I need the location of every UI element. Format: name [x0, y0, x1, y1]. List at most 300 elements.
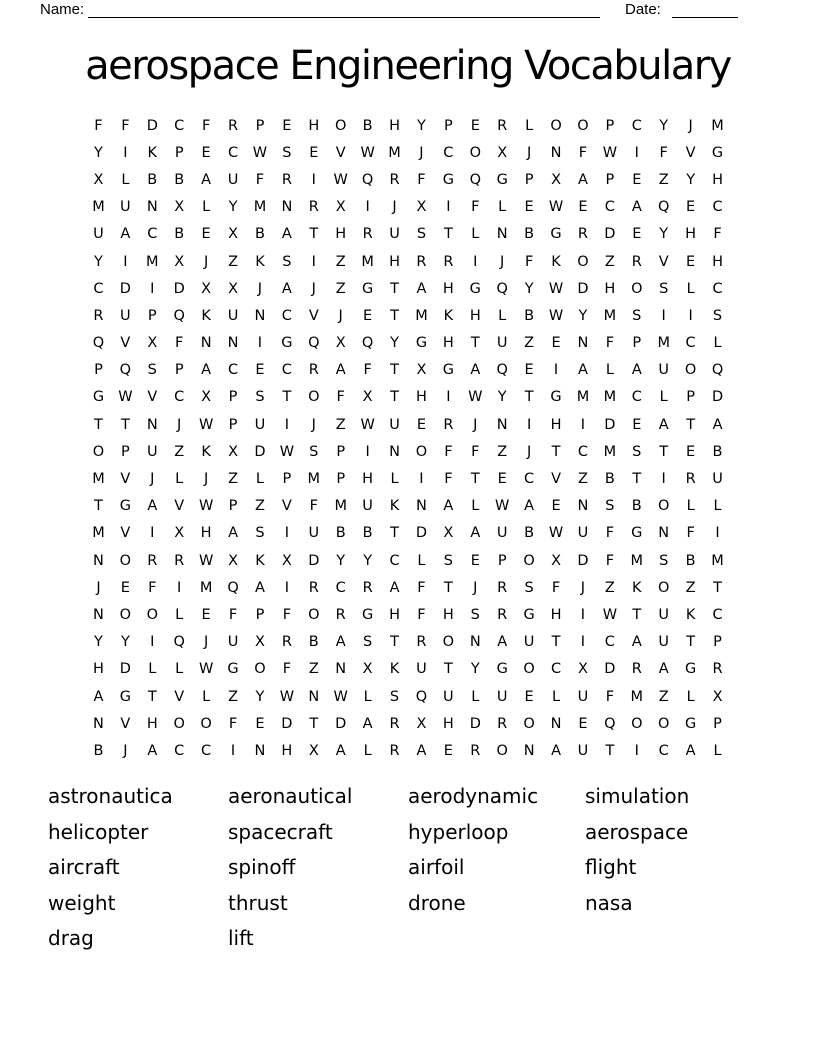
grid-letter-cell: S — [282, 144, 292, 161]
grid-letter-cell: A — [335, 634, 346, 651]
grid-letter-cell: I — [177, 579, 182, 596]
grid-letter-cell: Z — [335, 416, 346, 433]
grid-letter-cell: X — [335, 335, 346, 352]
name-label: Name: — [40, 1, 85, 18]
grid-letter-cell: E — [632, 416, 642, 433]
grid-letter-cell: B — [362, 117, 373, 134]
grid-letter-cell: H — [712, 253, 723, 270]
grid-letter-cell: E — [201, 606, 211, 623]
grid-letter-cell: R — [174, 552, 185, 569]
grid-letter-cell: W — [198, 552, 214, 569]
grid-letter-cell: Z — [658, 171, 669, 188]
grid-letter-cell: V — [120, 471, 131, 488]
grid-letter-cell: C — [174, 742, 185, 759]
grid-letter-cell: M — [92, 525, 105, 542]
grid-letter-cell: G — [119, 688, 131, 705]
grid-letter-cell: U — [577, 688, 589, 705]
grid-letter-cell: F — [363, 362, 372, 379]
grid-letter-cell: V — [120, 335, 131, 352]
grid-letter-cell: C — [227, 144, 239, 161]
grid-letter-cell: I — [553, 362, 559, 379]
grid-letter-cell: Z — [228, 471, 238, 488]
grid-letter-cell: H — [442, 280, 454, 297]
grid-letter-cell: T — [524, 389, 534, 406]
grid-letter-cell: D — [119, 661, 131, 678]
grid-letter-cell: J — [392, 199, 397, 216]
grid-letter-cell: Q — [227, 579, 239, 596]
grid-letter-cell: U — [496, 688, 508, 705]
grid-letter-cell: F — [659, 144, 668, 161]
grid-letter-cell: O — [146, 606, 158, 623]
grid-letter-cell: X — [147, 335, 158, 352]
word-list-column-1 — [48, 779, 173, 957]
grid-letter-cell: E — [497, 471, 507, 488]
grid-letter-cell: E — [470, 552, 480, 569]
word-list-column-2 — [228, 779, 352, 957]
grid-letter-cell: A — [631, 634, 642, 651]
grid-letter-cell: L — [471, 226, 480, 243]
grid-letter-cell: T — [551, 634, 561, 651]
grid-letter-cell: M — [361, 253, 374, 270]
grid-letter-cell: W — [333, 688, 348, 705]
grid-letter-cell: X — [308, 742, 319, 759]
grid-letter-cell: R — [389, 742, 400, 759]
grid-letter-cell: G — [469, 280, 481, 297]
grid-letter-cell: N — [254, 742, 266, 759]
grid-letter-cell: W — [279, 688, 295, 705]
date-fill-line[interactable] — [672, 17, 738, 18]
grid-letter-cell: C — [712, 199, 723, 216]
grid-letter-cell: P — [632, 335, 642, 352]
grid-letter-cell: L — [659, 389, 668, 406]
grid-letter-cell: R — [389, 715, 400, 732]
grid-letter-cell: M — [630, 688, 644, 705]
grid-letter-cell: W — [548, 525, 564, 542]
grid-letter-cell: U — [120, 307, 131, 324]
grid-letter-cell: Z — [524, 335, 535, 352]
grid-letter-cell: I — [580, 634, 586, 651]
grid-letter-cell: N — [93, 552, 104, 569]
grid-letter-cell: O — [550, 117, 562, 134]
grid-letter-cell: N — [577, 498, 589, 515]
word-list-item: hyperloop — [408, 819, 509, 844]
grid-letter-cell: H — [442, 335, 454, 352]
grid-letter-cell: V — [685, 144, 696, 161]
grid-letter-cell: C — [281, 307, 292, 324]
grid-letter-cell: W — [360, 416, 375, 433]
grid-letter-cell: T — [309, 226, 319, 243]
grid-letter-cell: N — [416, 498, 427, 515]
grid-letter-cell: D — [577, 552, 589, 569]
grid-letter-cell: L — [498, 199, 507, 216]
grid-letter-cell: Q — [308, 335, 320, 352]
grid-letter-cell: Q — [119, 362, 132, 379]
grid-letter-cell: F — [336, 389, 345, 406]
grid-letter-cell: X — [577, 661, 588, 678]
grid-letter-cell: S — [605, 498, 615, 515]
word-list-item: airfoil — [408, 855, 465, 880]
grid-letter-cell: O — [334, 117, 347, 134]
grid-letter-cell: R — [281, 634, 292, 651]
grid-letter-cell: A — [577, 362, 588, 379]
grid-letter-cell: I — [580, 416, 586, 433]
grid-letter-cell: W — [252, 144, 268, 161]
grid-letter-cell: F — [175, 335, 184, 352]
grid-letter-cell: D — [469, 715, 481, 732]
grid-letter-cell: T — [713, 579, 722, 596]
grid-letter-cell: W — [602, 606, 618, 623]
grid-letter-cell: D — [173, 280, 185, 297]
grid-letter-cell: K — [255, 253, 265, 270]
grid-letter-cell: T — [470, 471, 480, 488]
grid-letter-cell: P — [228, 498, 238, 515]
grid-letter-cell: Y — [94, 253, 103, 270]
grid-letter-cell: M — [334, 498, 347, 515]
grid-letter-cell: K — [147, 144, 158, 161]
grid-letter-cell: E — [363, 307, 373, 324]
grid-letter-cell: G — [496, 171, 508, 188]
grid-letter-cell: W — [333, 171, 348, 188]
grid-letter-cell: R — [497, 606, 508, 623]
word-list-column-3 — [408, 779, 538, 921]
grid-letter-cell: E — [686, 199, 696, 216]
grid-letter-cell: N — [496, 226, 508, 243]
grid-letter-cell: I — [123, 144, 128, 161]
grid-letter-cell: S — [524, 579, 534, 596]
grid-letter-cell: B — [93, 742, 104, 759]
grid-letter-cell: M — [630, 552, 644, 569]
grid-letter-cell: T — [632, 471, 642, 488]
grid-letter-cell: I — [419, 471, 424, 488]
grid-letter-cell: F — [551, 579, 561, 596]
grid-letter-cell: E — [632, 171, 642, 188]
grid-letter-cell: M — [307, 471, 321, 488]
grid-letter-cell: X — [174, 525, 185, 542]
grid-letter-cell: E — [686, 443, 696, 460]
grid-letter-cell: A — [228, 525, 238, 542]
grid-letter-cell: T — [390, 389, 399, 406]
grid-letter-cell: I — [284, 416, 289, 433]
grid-letter-cell: H — [389, 606, 400, 623]
grid-letter-cell: B — [308, 634, 319, 651]
grid-letter-cell: M — [253, 199, 267, 216]
grid-letter-cell: A — [254, 579, 265, 596]
grid-letter-cell: I — [634, 144, 639, 161]
grid-letter-cell: P — [228, 389, 238, 406]
grid-letter-cell: A — [120, 226, 131, 243]
grid-letter-cell: B — [362, 525, 373, 542]
word-list-item: aerospace — [585, 819, 689, 844]
grid-letter-cell: X — [497, 144, 508, 161]
grid-letter-cell: T — [470, 335, 480, 352]
grid-letter-cell: E — [443, 742, 453, 759]
grid-letter-cell: J — [500, 253, 505, 270]
grid-letter-cell: A — [658, 416, 669, 433]
grid-letter-cell: E — [282, 117, 292, 134]
grid-letter-cell: W — [495, 498, 510, 515]
grid-letter-cell: P — [497, 552, 507, 569]
grid-letter-cell: X — [228, 552, 238, 569]
grid-letter-cell: J — [419, 144, 424, 161]
grid-letter-cell: U — [658, 362, 669, 379]
word-list-item: astronautica — [48, 784, 173, 808]
grid-letter-cell: F — [524, 253, 534, 270]
grid-letter-cell: R — [93, 307, 104, 324]
grid-letter-cell: I — [150, 634, 155, 651]
grid-letter-cell: T — [120, 416, 130, 433]
grid-letter-cell: R — [389, 171, 400, 188]
grid-letter-cell: I — [446, 199, 451, 216]
grid-letter-cell: M — [199, 579, 213, 596]
grid-letter-cell: O — [657, 498, 670, 515]
grid-letter-cell: E — [578, 199, 588, 216]
grid-letter-cell: S — [470, 606, 480, 623]
grid-letter-cell: P — [524, 171, 534, 188]
grid-letter-cell: O — [577, 253, 589, 270]
grid-letter-cell: F — [94, 117, 103, 134]
grid-letter-cell: L — [363, 688, 372, 705]
grid-letter-cell: T — [147, 688, 157, 705]
grid-letter-cell: G — [281, 335, 293, 352]
grid-letter-cell: D — [119, 280, 131, 297]
grid-letter-cell: H — [389, 117, 400, 134]
grid-letter-cell: K — [389, 661, 400, 678]
grid-letter-cell: F — [686, 525, 695, 542]
grid-letter-cell: W — [548, 307, 564, 324]
grid-letter-cell: F — [282, 661, 292, 678]
grid-letter-cell: L — [148, 661, 157, 678]
grid-letter-cell: L — [417, 552, 426, 569]
grid-letter-cell: H — [550, 606, 562, 623]
grid-letter-cell: X — [254, 634, 265, 651]
grid-letter-cell: J — [473, 579, 478, 596]
grid-letter-cell: P — [120, 443, 130, 460]
grid-letter-cell: A — [470, 362, 481, 379]
grid-letter-cell: R — [497, 715, 508, 732]
grid-letter-cell: U — [227, 634, 239, 651]
grid-letter-cell: A — [551, 742, 561, 759]
grid-letter-cell: E — [416, 416, 427, 433]
grid-letter-cell: Y — [363, 552, 373, 569]
word-list-item: flight — [585, 855, 637, 880]
grid-letter-cell: H — [281, 742, 293, 759]
grid-letter-cell: I — [661, 471, 666, 488]
grid-letter-cell: L — [686, 280, 695, 297]
grid-letter-cell: W — [198, 661, 214, 678]
grid-letter-cell: H — [442, 715, 454, 732]
grid-letter-cell: X — [201, 280, 212, 297]
grid-letter-cell: L — [686, 688, 695, 705]
grid-letter-cell: J — [257, 280, 263, 297]
name-fill-line[interactable] — [88, 17, 600, 18]
grid-letter-cell: O — [657, 715, 670, 732]
grid-letter-cell: N — [389, 443, 400, 460]
grid-letter-cell: Y — [94, 634, 103, 651]
grid-letter-cell: X — [362, 661, 373, 678]
grid-letter-cell: R — [416, 634, 427, 651]
grid-letter-cell: X — [551, 171, 561, 188]
grid-letter-cell: T — [686, 416, 696, 433]
grid-letter-cell: S — [389, 688, 400, 705]
grid-letter-cell: Z — [254, 498, 265, 515]
grid-letter-cell: T — [551, 443, 561, 460]
grid-letter-cell: C — [93, 280, 104, 297]
grid-letter-cell: F — [417, 579, 426, 596]
grid-letter-cell: S — [659, 280, 669, 297]
grid-letter-cell: I — [150, 280, 155, 297]
word-list-item: spinoff — [228, 855, 296, 880]
grid-letter-cell: U — [93, 226, 104, 243]
grid-letter-cell: P — [255, 606, 265, 623]
grid-letter-cell: T — [94, 416, 103, 433]
grid-letter-cell: L — [121, 171, 130, 188]
grid-letter-cell: C — [604, 199, 615, 216]
grid-letter-cell: C — [685, 335, 696, 352]
grid-letter-cell: F — [417, 171, 426, 188]
grid-letter-cell: W — [198, 416, 214, 433]
grid-letter-cell: J — [203, 471, 209, 488]
grid-letter-cell: X — [416, 199, 427, 216]
grid-letter-cell: P — [228, 416, 238, 433]
grid-letter-cell: X — [174, 253, 185, 270]
grid-letter-cell: Z — [228, 688, 238, 705]
grid-letter-cell: E — [201, 144, 211, 161]
grid-letter-cell: B — [335, 525, 346, 542]
grid-letter-cell: X — [362, 389, 373, 406]
grid-letter-cell: D — [308, 552, 320, 569]
grid-letter-cell: O — [119, 606, 132, 623]
grid-letter-cell: O — [200, 715, 212, 732]
grid-letter-cell: Q — [496, 280, 508, 297]
grid-letter-cell: C — [335, 579, 346, 596]
grid-letter-cell: C — [281, 362, 292, 379]
grid-letter-cell: I — [284, 579, 289, 596]
grid-letter-cell: T — [390, 634, 399, 651]
grid-letter-cell: U — [712, 471, 723, 488]
grid-letter-cell: E — [551, 498, 561, 515]
grid-letter-cell: E — [255, 362, 265, 379]
grid-letter-cell: N — [281, 199, 293, 216]
grid-letter-cell: D — [254, 443, 266, 460]
grid-letter-cell: I — [365, 199, 370, 216]
grid-letter-cell: L — [175, 661, 184, 678]
grid-letter-cell: B — [604, 471, 615, 488]
grid-letter-cell: F — [605, 552, 615, 569]
grid-letter-cell: M — [603, 307, 617, 324]
grid-letter-cell: B — [712, 443, 723, 460]
grid-letter-cell: Y — [255, 688, 265, 705]
grid-letter-cell: U — [658, 634, 669, 651]
grid-letter-cell: B — [174, 226, 185, 243]
grid-letter-cell: T — [443, 226, 453, 243]
grid-letter-cell: C — [389, 552, 400, 569]
grid-letter-cell: J — [311, 280, 316, 297]
grid-letter-cell: K — [201, 443, 211, 460]
grid-letter-cell: P — [686, 389, 695, 406]
grid-letter-cell: H — [308, 117, 320, 134]
grid-letter-cell: N — [93, 606, 104, 623]
grid-letter-cell: R — [362, 226, 373, 243]
grid-letter-cell: H — [389, 253, 400, 270]
grid-letter-cell: P — [174, 362, 184, 379]
grid-letter-cell: B — [254, 226, 265, 243]
grid-letter-cell: A — [362, 715, 373, 732]
grid-letter-cell: G — [684, 715, 697, 732]
grid-letter-cell: O — [631, 715, 643, 732]
grid-letter-cell: J — [473, 416, 478, 433]
grid-letter-cell: T — [686, 634, 696, 651]
grid-letter-cell: X — [443, 525, 454, 542]
grid-letter-cell: G — [92, 389, 105, 406]
grid-letter-cell: H — [604, 280, 616, 297]
grid-letter-cell: Y — [686, 171, 696, 188]
grid-letter-cell: S — [255, 389, 265, 406]
grid-letter-cell: S — [282, 253, 292, 270]
grid-letter-cell: X — [174, 199, 185, 216]
grid-letter-cell: B — [631, 498, 642, 515]
grid-letter-cell: A — [443, 498, 454, 515]
grid-letter-cell: Z — [577, 471, 588, 488]
grid-letter-cell: V — [281, 498, 292, 515]
page-title: aerospace Engineering Vocabulary — [85, 43, 731, 89]
grid-letter-cell: H — [362, 471, 374, 488]
grid-letter-cell: R — [685, 471, 696, 488]
grid-letter-cell: H — [200, 525, 212, 542]
grid-letter-cell: L — [605, 362, 614, 379]
grid-letter-cell: G — [684, 661, 697, 678]
grid-letter-cell: Y — [228, 199, 238, 216]
grid-letter-cell: W — [548, 280, 564, 297]
grid-letter-cell: M — [603, 389, 617, 406]
grid-letter-cell: Y — [470, 661, 480, 678]
grid-letter-cell: F — [605, 688, 615, 705]
grid-letter-cell: Y — [659, 117, 669, 134]
grid-letter-cell: Q — [604, 715, 616, 732]
grid-letter-cell: J — [311, 416, 316, 433]
grid-letter-cell: V — [120, 525, 131, 542]
grid-letter-cell: Z — [604, 579, 615, 596]
grid-letter-cell: K — [685, 606, 696, 623]
grid-letter-cell: K — [551, 253, 561, 270]
grid-letter-cell: M — [603, 443, 617, 460]
grid-letter-cell: G — [361, 280, 374, 297]
grid-letter-cell: D — [604, 661, 616, 678]
grid-letter-cell: N — [146, 199, 158, 216]
grid-letter-cell: C — [658, 742, 669, 759]
grid-letter-cell: Y — [390, 335, 399, 352]
grid-letter-cell: E — [524, 199, 534, 216]
grid-letter-cell: L — [713, 742, 722, 759]
grid-letter-cell: C — [631, 117, 642, 134]
grid-letter-cell: H — [146, 715, 158, 732]
grid-letter-cell: A — [281, 280, 292, 297]
word-search-grid — [85, 112, 731, 765]
grid-letter-cell: M — [576, 389, 590, 406]
grid-letter-cell: P — [336, 471, 346, 488]
grid-letter-cell: A — [685, 742, 696, 759]
grid-letter-cell: D — [604, 226, 616, 243]
grid-letter-cell: T — [443, 661, 453, 678]
grid-letter-cell: C — [227, 362, 239, 379]
grid-letter-cell: R — [308, 199, 319, 216]
grid-letter-cell: A — [335, 362, 346, 379]
grid-letter-cell: M — [146, 253, 159, 270]
grid-letter-cell: C — [443, 144, 454, 161]
grid-letter-cell: X — [228, 443, 238, 460]
grid-letter-cell: R — [443, 416, 454, 433]
grid-letter-cell: R — [227, 117, 239, 134]
grid-letter-cell: U — [577, 742, 589, 759]
